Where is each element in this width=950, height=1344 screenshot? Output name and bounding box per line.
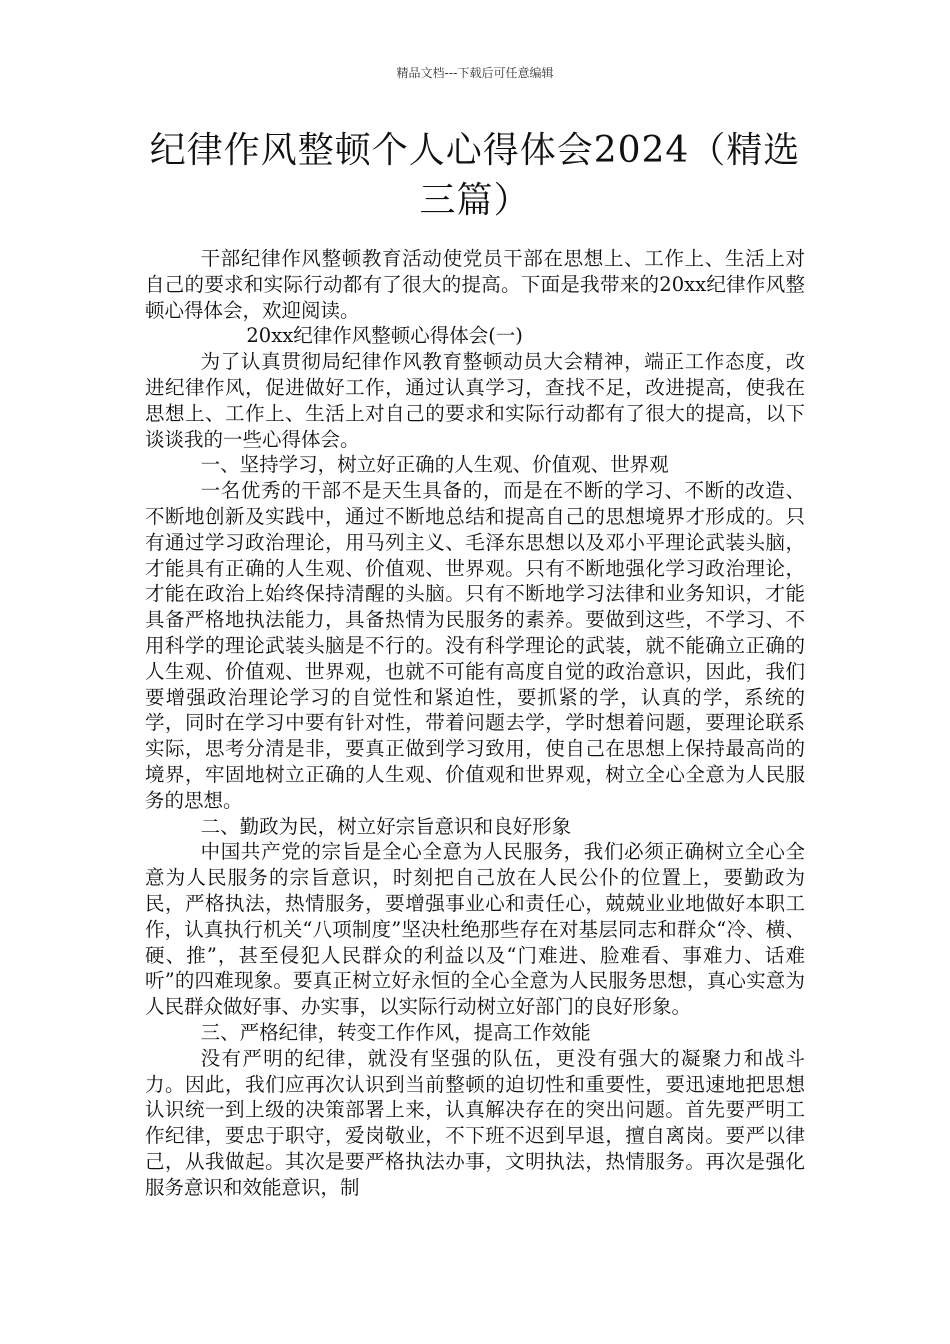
document-title: 纪律作风整顿个人心得体会2024（精选三篇） [149,130,801,221]
body-paragraph: 一名优秀的干部不是天生具备的，而是在不断的学习、不断的改造、不断地创新及实践中，通过不断地总结和提高自己的思想境界才形成的。只有通过学习政治理论，用马列主义、毛泽东思想以及邓小平理论武装头脑，才能具有正确的人生观、价值观、世界观。只有不断地强化学习政治理论，才能在政治上始终保持清醒的头脑。只有不断地学习法律和业务知识，才能具备严格地执法能力，具备热情为民服务的素养。要做到这些，不学习、不用科学的理论武装头脑是不行的。没有科学理论的武装，就不能确立正确的人生观、价值观、世界观，也就不可能有高度自觉的政治意识，因此，我们要增强政治理论学习的自觉性和紧迫性，要抓紧的学，认真的学，系统的学，同时在学习中要有针对性，带着问题去学，学时想着问题，要理论联系实际，思考分清是非，要真正做到学习致用，使自己在思想上保持最高尚的境界，牢固地树立正确的人生观、价值观和世界观，树立全心全意为人民服务的思想。 [145,479,805,812]
body-paragraph: 中国共产党的宗旨是全心全意为人民服务，我们必须正确树立全心全意为人民服务的宗旨意识，时刻把自己放在人民公仆的位置上，要勤政为民，严格执法，热情服务，要增强事业心和责任心，兢兢业业地做好本职工作，认真执行机关“八项制度”坚决杜绝那些存在对基层同志和群众“冷、横、硬、推”，甚至侵犯人民群众的利益以及“门难进、脸难看、事难力、话难听”的四难现象。要真正树立好永恒的全心全意为人民服务思想，真心实意为人民群众做好事、办实事，以实际行动树立好部门的良好形象。 [145,840,805,1019]
intro-paragraph: 干部纪律作风整顿教育活动使党员干部在思想上、工作上、生活上对自己的要求和实际行动都有了很大的提高。下面是我带来的20xx纪律作风整顿心得体会，欢迎阅读。 [145,247,805,322]
body-paragraph: 为了认真贯彻局纪律作风教育整顿动员大会精神，端正工作态度，改进纪律作风，促进做好工作，通过认真学习，查找不足，改进提高，使我在思想上、工作上、生活上对自己的要求和实际行动都有了很大的提高，以下谈谈我的一些心得体会。 [145,350,805,451]
section-subtitle: 20xx纪律作风整顿心得体会(一) [246,324,523,348]
header-note: 精品文档---下载后可任意编辑 [396,66,554,80]
section-heading-2: 二、勤政为民，树立好宗旨意识和良好形象 [200,814,572,838]
document-body [145,246,805,1200]
section-heading-1: 一、坚持学习，树立好正确的人生观、价值观、世界观 [200,453,669,477]
section-heading-3: 三、严格纪律，转变工作作风，提高工作效能 [200,1020,591,1044]
body-paragraph: 没有严明的纪律，就没有坚强的队伍，更没有强大的凝聚力和战斗力。因此，我们应再次认识到当前整顿的迫切性和重要性，要迅速地把思想认识统一到上级的决策部署上来，认真解决存在的突出问题。首先要严明工作纪律，要忠于职守，爱岗敬业，不下班不迟到早退，擅自离岗。要严以律己，从我做起。其次是要严格执法办事，文明执法，热情服务。再次是强化服务意识和效能意识，制 [145,1046,805,1199]
